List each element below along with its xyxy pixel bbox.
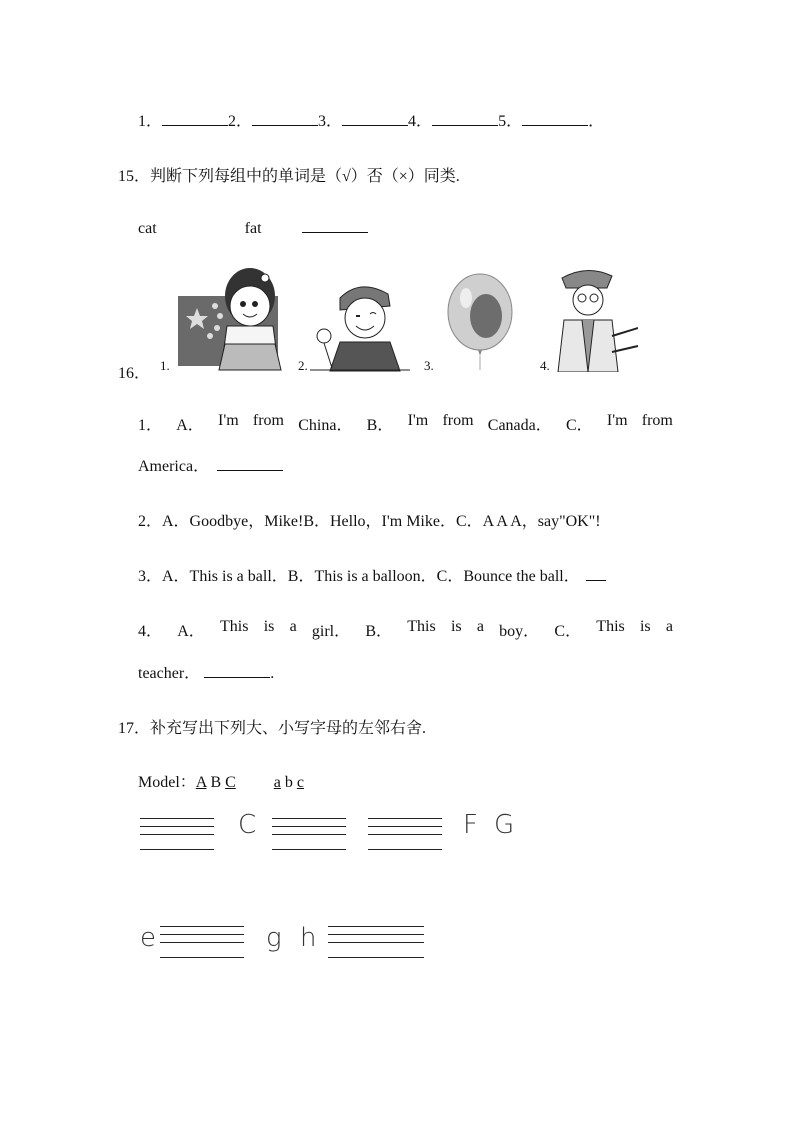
- model-letter: B: [210, 774, 222, 791]
- q15-heading: 15．判断下列每组中的单词是（√）否（×）同类.: [118, 168, 460, 185]
- pic-label-4: 4.: [540, 358, 550, 373]
- model-letter: a: [273, 774, 281, 791]
- four-line-grid[interactable]: [272, 818, 346, 850]
- letter-h: h: [300, 923, 317, 953]
- q14-item-5: 5．: [498, 113, 523, 130]
- answer-blank[interactable]: [204, 663, 270, 678]
- q15-words: [138, 218, 368, 238]
- answer-blank[interactable]: [586, 566, 606, 581]
- boy-ok-gesture-image: [310, 276, 410, 372]
- letter-F: F: [463, 810, 478, 840]
- answer-blank[interactable]: [217, 456, 283, 471]
- q16-question-1-line-1: 1． A． I'm from China． B． I'm from Canada． C． I'm from: [138, 412, 673, 434]
- q14-item-4: 4．: [408, 113, 433, 130]
- q16-question-4-line-2: teacher． .: [138, 665, 275, 682]
- balloon-image: [440, 270, 522, 372]
- letter-C: C: [238, 810, 257, 840]
- answer-blank[interactable]: [252, 111, 318, 126]
- answer-blank[interactable]: [162, 111, 228, 126]
- q17-heading: 17．补充写出下列大、小写字母的左邻右舍.: [118, 720, 427, 737]
- answer-blank[interactable]: [342, 111, 408, 126]
- q14-item-2: 2．: [228, 113, 253, 130]
- q14-item-3: 3．: [318, 113, 343, 130]
- model-letter: C: [225, 774, 236, 791]
- q14-item-1: 1．: [138, 113, 163, 130]
- q16-number: 16．: [118, 365, 151, 382]
- pic-label-3: 3.: [424, 358, 434, 373]
- four-line-grid[interactable]: [368, 818, 442, 850]
- word-fat: fat: [244, 220, 262, 237]
- letter-g: g: [266, 923, 282, 953]
- teacher-image: [552, 266, 638, 372]
- model-letter: b: [284, 774, 293, 791]
- four-line-grid[interactable]: [140, 818, 214, 850]
- four-line-grid[interactable]: [160, 926, 244, 958]
- girl-with-china-flag-image: [175, 266, 285, 372]
- q16-question-2: 2．A．Goodbye，Mike!B．Hello，I'm Mike．C．A A A，say"OK"!: [138, 513, 601, 530]
- pic-label-1: 1.: [160, 358, 170, 373]
- word-cat: cat: [138, 220, 157, 237]
- answer-blank[interactable]: [522, 111, 588, 126]
- letter-G: G: [494, 810, 515, 840]
- answer-blank[interactable]: [432, 111, 498, 126]
- q17-model: Model：A B C a b c: [138, 774, 305, 791]
- q16-question-4-line-1: 4． A． This is a girl． B． This is a boy． C． This is a: [138, 618, 673, 640]
- answer-blank[interactable]: [302, 218, 368, 233]
- four-line-grid[interactable]: [328, 926, 424, 958]
- model-letter: c: [296, 774, 305, 791]
- q16-question-3: 3．A．This is a ball．B．This is a balloon．C．Bounce the ball．: [138, 563, 606, 586]
- q16-question-1-line-2: America．: [138, 453, 283, 476]
- q14-answer-line: 1． 2． 3． 4． 5． ．: [138, 113, 605, 130]
- pic-label-2: 2.: [298, 358, 308, 373]
- letter-e: e: [140, 923, 156, 953]
- model-letter: A: [195, 774, 207, 791]
